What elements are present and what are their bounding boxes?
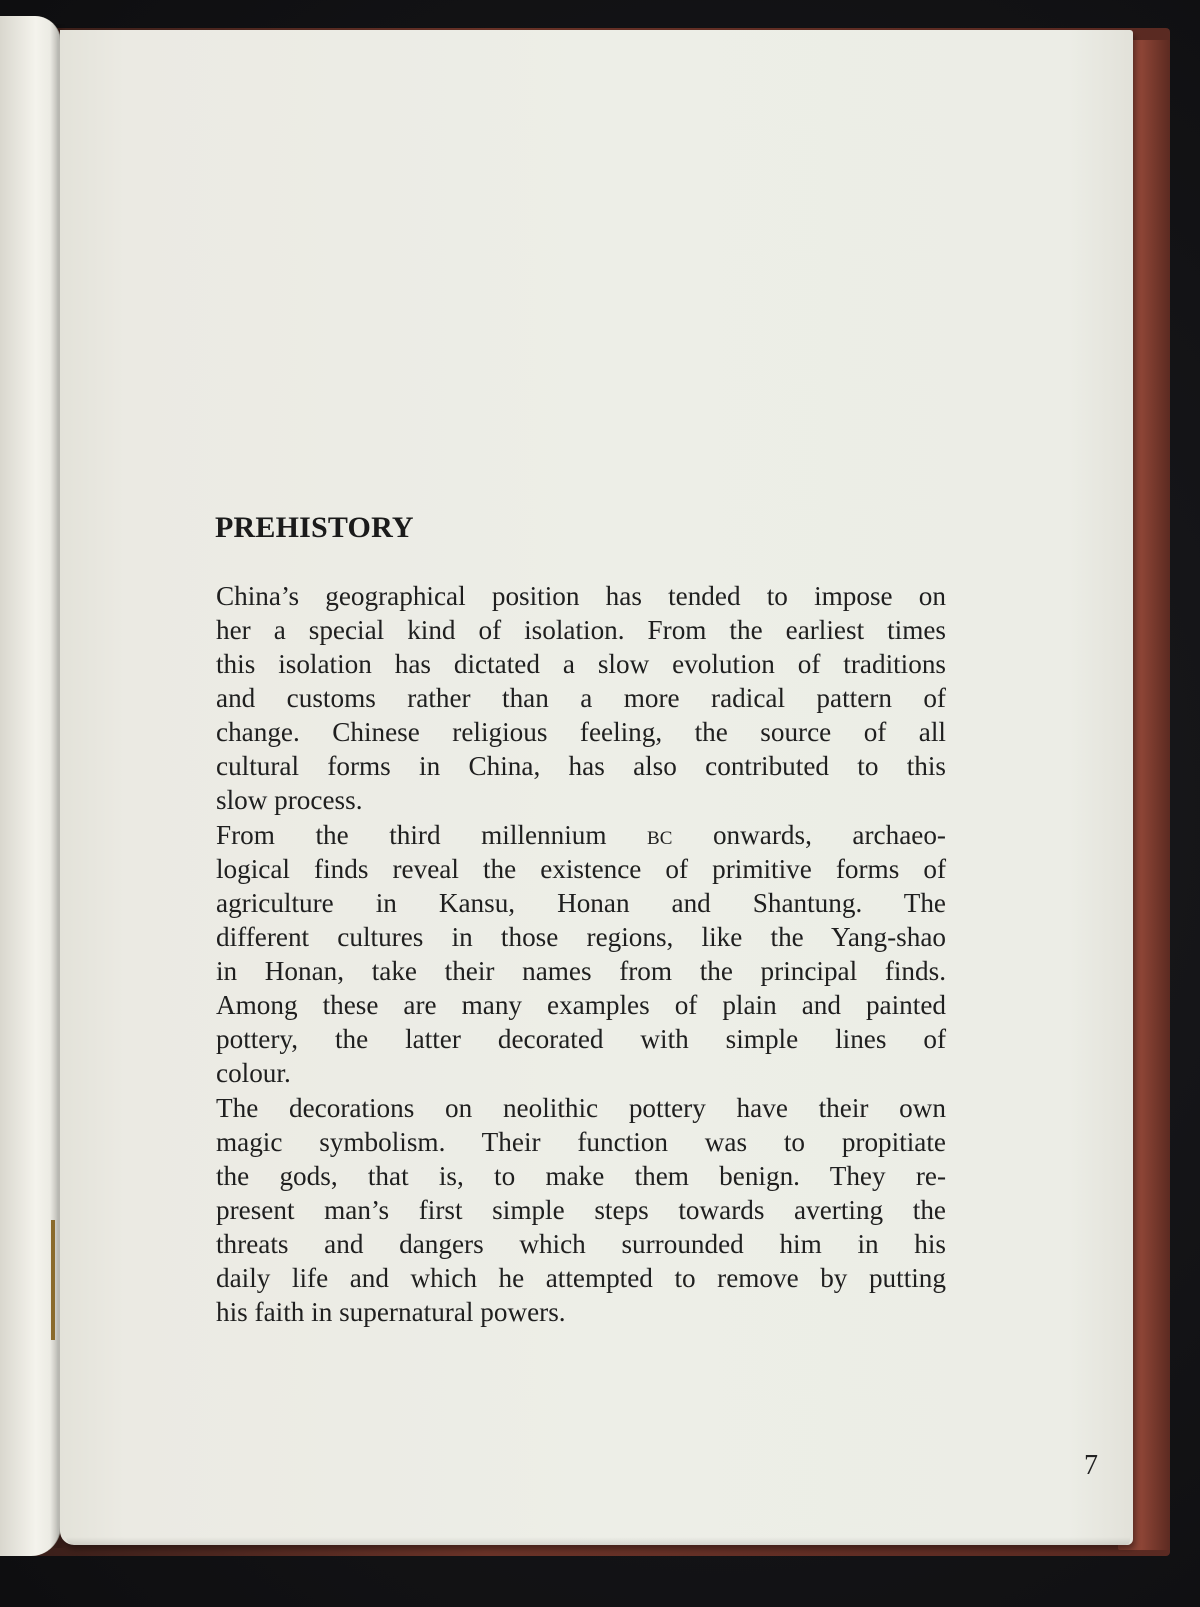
text-line: logical finds reveal the existence of primitive forms of [216, 854, 946, 884]
text-line: his faith in supernatural powers. [216, 1297, 566, 1327]
chapter-heading: PREHISTORY [215, 511, 414, 544]
text-line: in Honan, take their names from the principal finds. [216, 956, 946, 986]
paragraph-2 [216, 818, 946, 1090]
text-line: colour. [216, 1058, 291, 1088]
text-line: agriculture in Kansu, Honan and Shantung. The [216, 888, 946, 918]
text-line: The decorations on neolithic pottery have their own [216, 1093, 946, 1123]
text-line: change. Chinese religious feeling, the source of all [216, 717, 946, 747]
text-line: slow process. [216, 785, 363, 815]
page-bottom-edge [66, 1537, 1130, 1545]
text-line: different cultures in those regions, like the Yang-shao [216, 922, 946, 952]
text-line: From the third millennium bc onwards, archaeo- [216, 820, 946, 850]
text-line: and customs rather than a more radical pattern of [216, 683, 946, 713]
facing-page-stripe [51, 1220, 55, 1340]
paragraph-3 [216, 1091, 946, 1329]
text-line: magic symbolism. Their function was to propitiate [216, 1127, 946, 1157]
text-line: the gods, that is, to make them benign. They re- [216, 1161, 946, 1191]
text-line: Among these are many examples of plain and painted [216, 990, 946, 1020]
paragraph-1 [216, 579, 946, 817]
text-line: daily life and which he attempted to remove by putting [216, 1263, 946, 1293]
text-line: China’s geographical position has tended to impose on [216, 581, 946, 611]
text-line: present man’s first simple steps towards averting the [216, 1195, 946, 1225]
text-line: threats and dangers which surrounded him in his [216, 1229, 946, 1259]
text-line: pottery, the latter decorated with simple lines of [216, 1024, 946, 1054]
text-line: her a special kind of isolation. From the earliest times [216, 615, 946, 645]
text-line: this isolation has dictated a slow evolution of traditions [216, 649, 946, 679]
page-number: 7 [1084, 1450, 1098, 1481]
text-line: cultural forms in China, has also contributed to this [216, 751, 946, 781]
